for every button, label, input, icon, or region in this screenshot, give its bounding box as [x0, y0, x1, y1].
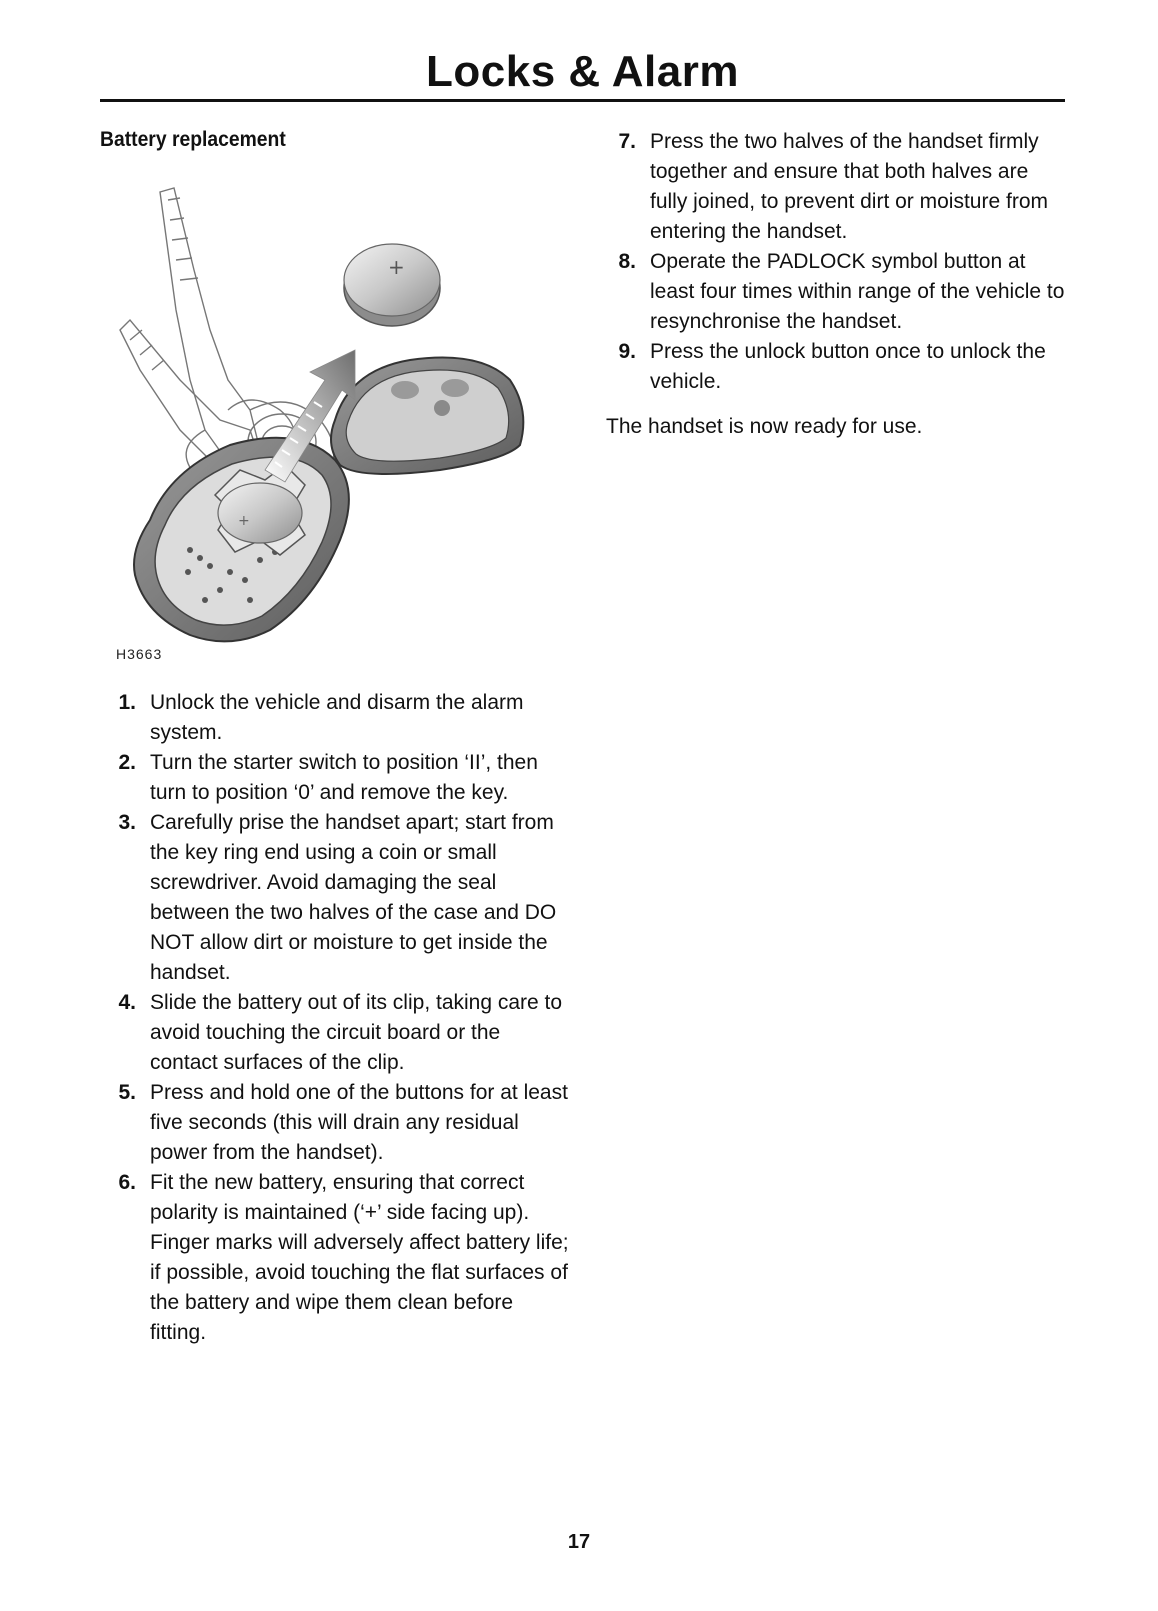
- step-text: Operate the PADLOCK symbol button at least four times within range of the vehicle to resynchronise the handset.: [650, 250, 1065, 333]
- step-text: Press and hold one of the buttons for at least five seconds (this will drain any residual power from the handset).: [150, 1081, 568, 1164]
- steps-list-left: [100, 688, 570, 1348]
- list-item: [100, 988, 570, 1078]
- step-number: 4.: [118, 991, 136, 1014]
- step-number: 1.: [118, 691, 136, 714]
- step-number: 8.: [618, 250, 636, 273]
- list-item: [100, 688, 570, 748]
- step-text: Fit the new battery, ensuring that correct polarity is maintained (‘+’ side facing up). Finger marks will adversely affect battery life; if possible, avoid touching the flat surfaces of the battery and wipe them clean before fitting.: [150, 1171, 569, 1344]
- step-text: Turn the starter switch to position ‘II’, then turn to position ‘0’ and remove the key.: [150, 751, 538, 804]
- coin-battery: [344, 244, 440, 326]
- section-heading: Battery replacement: [100, 128, 286, 151]
- step-number: 6.: [118, 1171, 136, 1194]
- step-text: Press the unlock button once to unlock the vehicle.: [650, 340, 1046, 393]
- step-number: 5.: [118, 1081, 136, 1104]
- step-number: 2.: [118, 751, 136, 774]
- list-item: [100, 1078, 570, 1168]
- step-text: Slide the battery out of its clip, taking care to avoid touching the circuit board or the contact surfaces of the clip.: [150, 991, 563, 1074]
- handset-lower-half: [134, 438, 349, 642]
- handset-upper-half: [331, 358, 523, 475]
- step-number: 7.: [618, 130, 636, 153]
- figure-label: H3663: [116, 646, 163, 662]
- title-rule: [100, 99, 1065, 102]
- step-number: 3.: [118, 811, 136, 834]
- page-title: Locks & Alarm: [426, 47, 739, 96]
- list-item: [600, 247, 1070, 337]
- step-number: 9.: [618, 340, 636, 363]
- list-item: [100, 748, 570, 808]
- battery-plus-symbol: +: [388, 255, 405, 279]
- step-text: Press the two halves of the handset firmly together and ensure that both halves are fully joined, to prevent dirt or moisture from entering the handset.: [650, 130, 1048, 243]
- battery-replacement-illustration: [110, 180, 570, 670]
- steps-list-right: [600, 127, 1070, 397]
- list-item: [100, 1168, 570, 1348]
- page-number: 17: [567, 1531, 591, 1553]
- list-item: [600, 337, 1070, 397]
- closing-statement: The handset is now ready for use.: [606, 415, 923, 438]
- step-text: Carefully prise the handset apart; start from the key ring end using a coin or small screwdriver. Avoid damaging the seal between the two halves of the case and DO NOT allow dirt or moisture to get inside the handset.: [150, 811, 557, 984]
- svg-text:+: +: [238, 513, 250, 529]
- step-text: Unlock the vehicle and disarm the alarm system.: [150, 691, 524, 744]
- list-item: [600, 127, 1070, 247]
- list-item: [100, 808, 570, 988]
